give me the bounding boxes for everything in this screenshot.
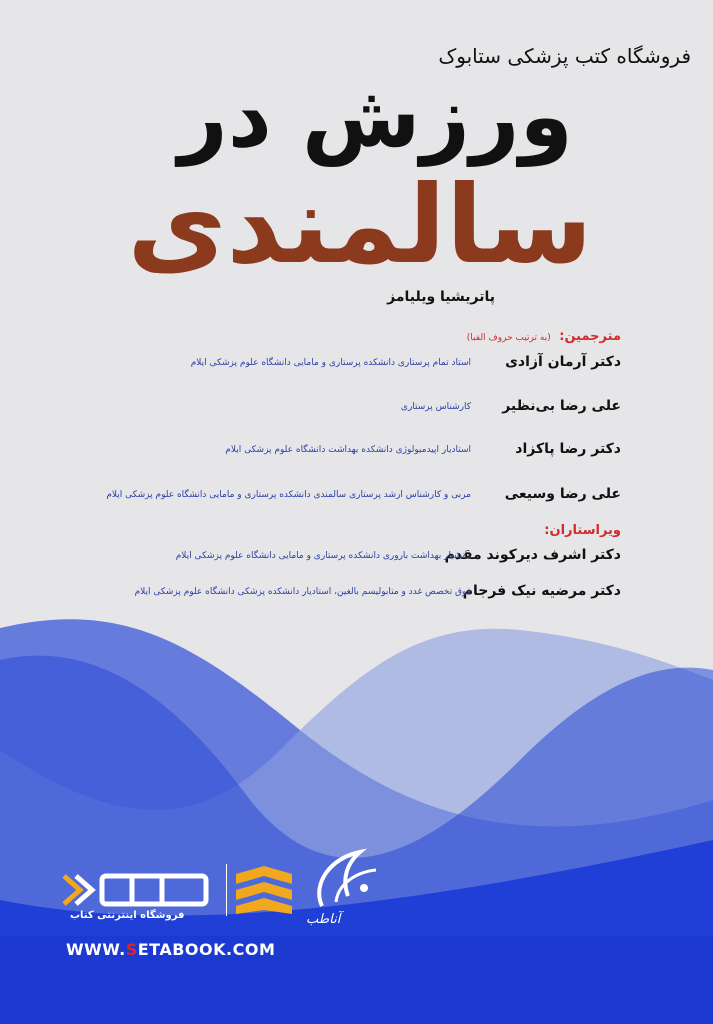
person-desc: دانشیار بهداشت باروری دانشکده پرستاری و مامایی دانشگاه علوم پزشکی ایلام	[175, 551, 471, 561]
editors-heading: ویراستاران:	[544, 523, 621, 538]
person-desc: استادیار اپیدمیولوژی دانشکده بهداشت دانشگاه علوم پزشکی ایلام	[225, 445, 471, 455]
person-name: دکتر مرضیه نیک فرجام	[462, 583, 621, 599]
translator-entry	[81, 441, 621, 463]
author-name: پاتریشیا ویلیامز	[387, 289, 495, 305]
translator-entry	[81, 486, 621, 508]
url-highlight: S	[125, 940, 138, 959]
translators-heading	[467, 329, 621, 344]
person-name: دکتر اشرف دیرکوند مقدم	[444, 547, 621, 563]
translators-heading-label: مترجمین:	[559, 329, 621, 344]
website-url	[66, 940, 275, 959]
person-name: علی رضا وسیعی	[504, 486, 621, 502]
url-suffix: ETABOOK.COM	[137, 940, 276, 959]
person-desc: فوق تخصص غدد و متابولیسم بالغین، استادیار دانشکده پزشکی دانشگاه علوم پزشکی ایلام	[134, 587, 471, 597]
title-line-1: ورزش در	[178, 67, 573, 167]
person-name: دکتر رضا پاکزاد	[515, 441, 621, 457]
wave-background	[0, 600, 713, 1024]
orange-chevron-logo	[226, 860, 298, 920]
person-name: دکتر آرمان آزادی	[505, 354, 621, 370]
person-name: علی رضا بی‌نظیر	[502, 398, 621, 414]
store-line: فروشگاه کتب پزشکی ستابوک	[438, 44, 691, 68]
publisher-name: آناطب	[306, 912, 341, 927]
translator-entry	[81, 398, 621, 420]
person-desc: استاد تمام پرستاری دانشکده پرستاری و مامایی دانشگاه علوم پزشکی ایلام	[190, 358, 471, 368]
person-desc: کارشناس پرستاری	[400, 402, 471, 412]
editor-entry	[81, 547, 621, 569]
setabook-subtitle: فروشگاه اینترنتی کتاب	[70, 910, 185, 921]
title-line-2: سالمندی	[127, 163, 593, 288]
translators-note: (به ترتیب حروف الفبا)	[466, 333, 551, 343]
translator-entry	[81, 354, 621, 376]
person-desc: مربی و کارشناس ارشد پرستاری سالمندی دانشکده پرستاری و مامایی دانشگاه علوم پزشکی ایلام	[106, 490, 471, 500]
url-prefix: WWW.	[66, 940, 126, 959]
